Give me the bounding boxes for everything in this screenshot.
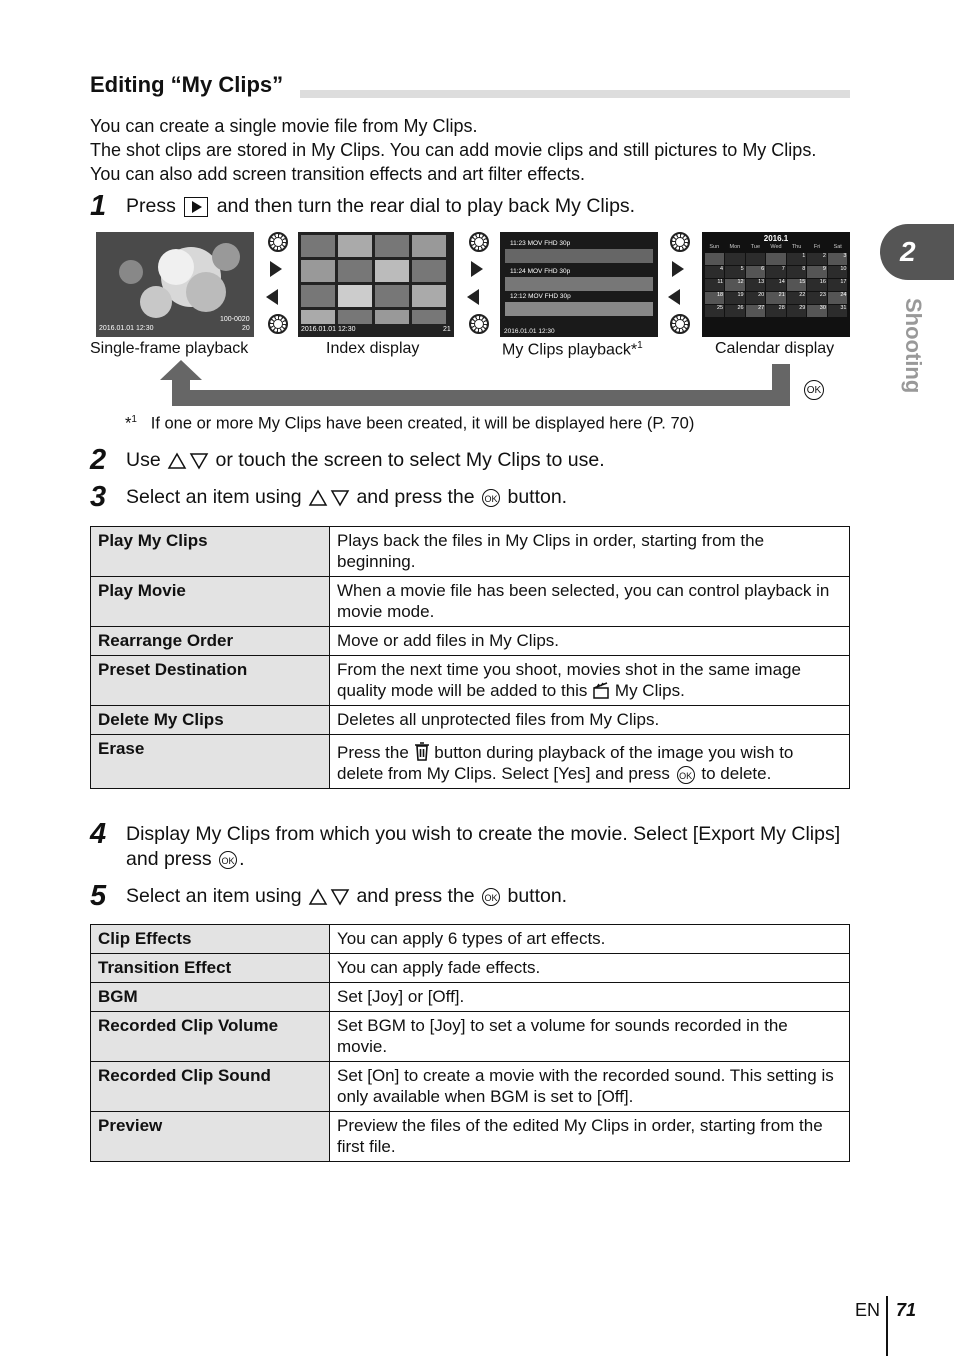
calendar-cell: 15 [787,279,807,291]
calendar-day-header: Wed [770,244,782,250]
table-row [91,577,850,627]
option-name: Rearrange Order [91,627,330,656]
rear-dial-icon [670,314,690,334]
calendar-cell: 10 [828,266,848,278]
calendar-cell: 24 [828,292,848,304]
calendar-cell: 8 [787,266,807,278]
calendar-cell: 6 [746,266,766,278]
table-row [91,735,850,789]
calendar-cell: 29 [787,305,807,317]
calendar-cell: 19 [725,292,745,304]
option-name: Recorded Clip Volume [91,1012,330,1062]
option-name: Erase [91,735,330,789]
footnote: *$^1$ If one or more My Clips have been created, it will be displayed here (P. 70) [125,414,695,433]
screen-date: 2016.01.01 12:30 [99,325,154,332]
calendar-day-header: Sat [833,244,842,250]
option-desc: Move or add files in My Clips. [330,627,850,656]
option-name: Recorded Clip Sound [91,1062,330,1112]
my-clips-screen [500,232,658,337]
trash-icon [414,741,430,761]
intro-line-1: You can create a single movie file from My Clips. [90,116,478,136]
calendar-cell: 25 [705,305,725,317]
table-row [91,983,850,1012]
single-frame-screen [96,232,254,337]
option-desc: From the next time you shoot, movies shot in the same image quality mode will be added to this My Clips. [330,656,850,706]
clip-row: 11:24 MOV FHD 30p [510,268,571,275]
calendar-cell: 30 [807,305,827,317]
footnote-text: If one or more My Clips have been created, it will be displayed here (P. 70) [150,414,695,433]
step-text: and then turn the rear dial to play back My Clips. [216,195,636,217]
step-text: Display My Clips from which you wish to create the movie. Select [Export My Clips] and press [126,823,841,870]
calendar-cell: 1 [787,253,807,265]
step-number: 4 [90,818,107,850]
rear-dial-icon [469,314,489,334]
step-text: Select an item using [126,885,302,907]
ok-button-icon: OK [677,766,695,784]
footer-lang: EN [855,1300,881,1320]
up-triangle-icon [308,888,328,906]
playback-button-icon [184,197,208,217]
calendar-cell: 4 [705,266,725,278]
up-triangle-icon [167,452,187,470]
calendar-cell [705,253,725,265]
option-name: BGM [91,983,330,1012]
return-arrow-icon [150,360,850,410]
screen-counter: 21 [443,326,451,333]
calendar-cell: 11 [705,279,725,291]
screen-date: 2016.01.01 12:30 [301,326,356,333]
step-number: 5 [90,880,107,912]
chapter-label: Shooting [901,298,926,394]
calendar-cell: 26 [725,305,745,317]
table-row [91,527,850,577]
export-options-table [90,924,850,1162]
option-desc: Set [Joy] or [Off]. [330,983,850,1012]
arrow-left-icon [467,289,479,305]
step-3 [90,481,568,513]
calendar-day-header: Thu [791,244,802,250]
step-text: and press the [356,885,475,907]
screen-file: 100-0020 [220,316,250,323]
calendar-month: 2016.1 [763,234,789,243]
clip-strip [505,277,653,291]
down-triangle-icon [330,489,350,507]
step-text: . [239,848,245,870]
screen-date: 2016.01.01 12:30 [504,328,555,335]
step-2 [90,444,605,476]
step-text: Use [126,449,161,471]
calendar-cell: 2 [807,253,827,265]
calendar-cell: 12 [725,279,745,291]
calendar-cell [746,253,766,265]
option-desc: You can apply 6 types of art effects. [330,925,850,954]
clip-row: 11:23 MOV FHD 30p [510,240,571,247]
table-row [91,656,850,706]
calendar-cell: 3 [828,253,848,265]
calendar-cell: 21 [766,292,786,304]
option-desc: Preview the files of the edited My Clips in order, starting from the first file. [330,1112,850,1162]
calendar-cell: 27 [746,305,766,317]
chapter-number: 2 [900,236,916,267]
option-name: Preview [91,1112,330,1162]
step-number: 2 [90,444,107,476]
option-desc: When a movie file has been selected, you can control playback in movie mode. [330,577,850,627]
step-5 [90,880,568,912]
table-row [91,954,850,983]
up-triangle-icon [308,489,328,507]
option-name: Clip Effects [91,925,330,954]
calendar-cell: 9 [807,266,827,278]
section-title: Editing “My Clips” [90,72,284,97]
index-grid [298,232,454,337]
calendar-cell: 14 [766,279,786,291]
arrow-left-icon [668,289,680,305]
calendar-cell: 13 [746,279,766,291]
option-name: Play My Clips [91,527,330,577]
arrow-right-icon [270,261,282,277]
caption-single: Single-frame playback [90,340,249,357]
ok-button-icon: OK [482,888,500,906]
intro-line-2: The shot clips are stored in My Clips. You can add movie clips and still pictures to My Clips. You can also add screen transition effects and art filter effects. [90,140,817,184]
ok-button-icon: OK [804,380,824,400]
calendar-cell: 18 [705,292,725,304]
arrow-right-icon [672,261,684,277]
option-desc: You can apply fade effects. [330,954,850,983]
calendar-screen [702,232,850,337]
clapper-icon [592,681,610,699]
option-name: Preset Destination [91,656,330,706]
page-number: 71 [896,1300,917,1320]
arrow-left-icon [266,289,278,305]
table-row [91,1012,850,1062]
calendar-cell: 28 [766,305,786,317]
title-rule [300,90,850,98]
option-desc: Press the button during playback of the image you wish to delete from My Clips. Select [Yes] and press OK to delete. [330,735,850,789]
index-display-screen [298,232,454,337]
intro [90,114,850,186]
down-triangle-icon [330,888,350,906]
clip-row: 12:12 MOV FHD 30p [510,293,571,300]
option-name: Transition Effect [91,954,330,983]
caption-index: Index display [326,340,420,357]
caption-calendar: Calendar display [715,340,835,357]
chapter-tab [880,224,954,280]
calendar-day-header: Fri [813,244,821,250]
table-row [91,706,850,735]
step-1 [90,190,636,222]
ok-button-icon: OK [482,489,500,507]
rear-dial-icon [670,232,690,252]
table-row [91,1112,850,1162]
calendar-day-header: Mon [729,244,741,250]
option-name: Delete My Clips [91,706,330,735]
clip-strip [505,249,653,263]
calendar-day-header: Sun [709,244,720,250]
calendar-cell: 20 [746,292,766,304]
table-row [91,627,850,656]
option-desc: Set [On] to create a movie with the recorded sound. This setting is only available when BGM is set to [Off]. [330,1062,850,1112]
calendar-cell: 16 [807,279,827,291]
step-number: 3 [90,481,107,513]
calendar-cell: 23 [807,292,827,304]
footer-divider [886,1296,888,1356]
calendar-cell [725,253,745,265]
step-text: button. [507,486,568,508]
calendar-cell: 22 [787,292,807,304]
rear-dial-icon [469,232,489,252]
calendar-cell: 31 [828,305,848,317]
table-row [91,925,850,954]
step-text: and press the [356,486,475,508]
step-text: Select an item using [126,486,302,508]
calendar-cell: 5 [725,266,745,278]
my-clips-options-table [90,526,850,789]
calendar-cell: 7 [766,266,786,278]
calendar-cell: 17 [828,279,848,291]
step-text: or touch the screen to select My Clips to use. [215,449,605,471]
option-desc: Plays back the files in My Clips in order, starting from the beginning. [330,527,850,577]
option-name: Play Movie [91,577,330,627]
down-triangle-icon [189,452,209,470]
ok-button-icon: OK [219,851,237,869]
calendar-day-header: Tue [750,244,761,250]
step-number: 1 [90,190,107,222]
caption-my-clips: My Clips playback*$^1$ [502,340,643,359]
clip-strip [505,302,653,316]
screen-counter: 20 [242,325,250,332]
step-text: Press [126,195,176,217]
calendar-cell [766,253,786,265]
table-row [91,1062,850,1112]
option-desc: Set BGM to [Joy] to set a volume for sounds recorded in the movie. [330,1012,850,1062]
step-4 [90,818,850,872]
option-desc: Deletes all unprotected files from My Clips. [330,706,850,735]
step-text: button. [507,885,568,907]
rear-dial-icon [268,232,288,252]
arrow-right-icon [471,261,483,277]
rear-dial-icon [268,314,288,334]
